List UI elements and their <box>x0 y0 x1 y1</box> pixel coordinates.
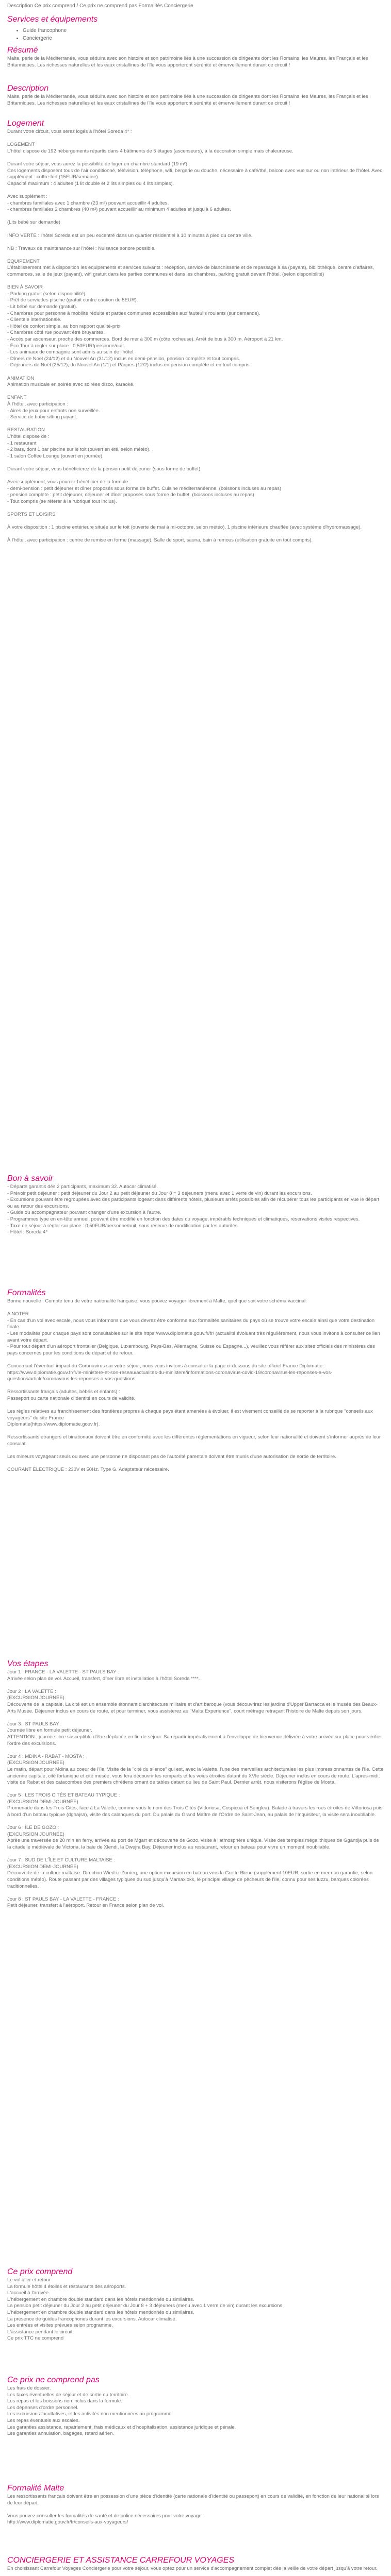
vos-day: Jour 2 : LA VALETTE : (EXCURSION JOURNÉE) Découverte de la capitale. La cité est un ensemble étonnant d'architecture militaire et d'art baroque (vous découvrirez les jardins d'Upper Barracca et le musée des Beaux-Arts Musée. Déjeuner inclus en cours de route, et pour terminer, vous assisterez au "Malta Experience", court métrage retraçant l'histoire de Malte depuis son jours. <box>7 1688 378 1714</box>
logement-text: ENFANT À l'hôtel, avec participation : - Aires de jeux pour enfants non surveillée. - Service de baby-sitting payant. <box>7 395 100 420</box>
formalites-text[interactable]: Concernant l'éventuel impact du Coronavirus sur votre séjour, nous vous invitons à consulter la page ci-dessous du site officiel France Diplomatie : https://www.diplomatie.gouv.fr/fr/le-ministere-et-son-reseau/actualites-du-ministere/informations-coronavirus-covid-19/coronavirus-les-reponses-a-vos-questions/article/coronavirus-les-reponses-a-vos-questions <box>7 1363 333 1382</box>
description-title: Description <box>7 84 49 93</box>
formalite-malte-section <box>7 2483 384 2526</box>
vos-day: Jour 5 : LES TROIS CITÉS ET BATEAU TYPIQUE : (EXCURSION DEMI-JOURNÉE) Promenade dans les Trois Cités, face à La Valette, comme vous le nom des Trois Cités (Vittoriosa, Cospicua et Senglea). Balade à travers les rues étroites de Vittoriosa puis à bord d'un bateau typique (dghajsa), visite des calanques du port. Du palais du Grand Maître de l'Ordre de Saint-Jean, au palais de l'Inquisiteur, la visite sera inoubliable. <box>7 1792 383 1818</box>
formalites-section <box>7 1288 384 1473</box>
formalites-text: Ressortissants français (adultes, bébés et enfants) : Passeport ou carte nationale d'identité en cours de validité. <box>7 1389 136 1401</box>
logement-text: INFO VERTE : l'hôtel Soreda est un peu excentré dans un quartier résidentiel à 10 minutes à pied du centre ville. <box>7 232 253 239</box>
vos-day: Jour 1 : FRANCE - LA VALETTE - ST PAULS BAY : Arrivée selon plan de vol. Accueil, transfert, dîner libre et installation à l'hôtel Soreda ****. <box>7 1669 200 1682</box>
vos-section <box>7 1659 384 1909</box>
vos-day: Jour 6 : ÎLE DE GOZO : (EXCURSION JOURNÉE) Après une traversée de 20 min en ferry, arrivée au port de Mgarr et découverte de Gozo, visite à l'atmosphère unique. Visite des temples mégalithiques de Ggantija puis de la citadelle médiévale de Victoria, la baie de Xlendi, la Dwejra Bay. Déjeuner inclus au restaurant, retour en bateau pour vivre un moment inoubliable. <box>7 1825 379 1851</box>
services-item: • Conciergerie <box>23 35 384 42</box>
vos-day: Jour 7 : SUD DE L'ÎLE ET CULTURE MALTAISE : (EXCURSION DEMI-JOURNÉE) Découverte de la culture maltaise. Direction Wied-iz-Zurrieq, une option excursion en bateau vers la Grotte Bleue (supplément 10EUR, sortie en mer non garantie, selon conditions météo). Route passant par des villages typiques du sud jusqu'à Marsaxlokk, le principal village de pêcheurs de l'île, connu pour ses luzzu, barques colorées traditionnelles. <box>7 1857 373 1889</box>
resume-text: Malte, perle de la Méditerranée, vous séduira avec son histoire et son patrimoine liés à une succession de dirigeants dont les Romains, les Maures, les Français et les Britanniques. Les richesses naturelles et les eaux cristallines de l'île vous apporteront sérénité et émerveillement durant ce circuit ! <box>7 56 368 68</box>
logement-text: ÉQUIPEMENT L'établissement met à disposition les équipements et services suivants : réception, service de blanchisserie et de repassage à sa (payant), bibliothèque, centre d'affaires, commerces, salle de jeux (payant), wifi gratuit dans les parties communes et dans les chambres, parking gratuit devant l'hôtel. (selon disponibilité) <box>7 258 374 278</box>
conciergerie-section <box>7 2555 384 2576</box>
logement-text: Avec supplément, vous pourrez bénéficier de la formule : - demi-pension : petit déjeuner et dîner proposés sous forme de buffet. Cuisine méditerranéenne. (boissons incluses au repas) - pension complète : petit déjeuner, déjeuner et dîner proposés sous forme de buffet. (boissons incluses au repas) - Tout compris (se référer à la rubrique tout inclus). <box>7 479 282 504</box>
logement-text: RESTAURATION L'hôtel dispose de : - 1 restaurant - 2 bars, dont 1 bar piscine sur le toit (ouvert en été, selon météo). - 1 salon Coffee Lounge (ouvert en journée). <box>7 427 151 459</box>
resume-title: Résumé <box>7 46 38 55</box>
ne-comprend-text: Les frais de dossier. Les taxes éventuelles de séjour et de sortie du territoire. Les repas et les boissons non inclus dans la formule. Les dépenses d'ordre personnel. Les excursions facultatives, et les activités non mentionnées au programme. Les repas éventuels aux escales. Les garanties assistance, rapatriement, frais médicaux et d'hospitalisation, assistance juridique et pénale. Les garanties annulation, bagages, retard aérien. <box>7 2385 236 2437</box>
services-section <box>7 14 384 42</box>
logement-text: ANIMATION Animation musicale en soirée avec soirées disco, karaoké. <box>7 375 135 388</box>
formalites-title: Formalités <box>7 1289 46 1297</box>
bon-text: - Départs garantis dès 2 participants, maximum 32. Autocar climatisé. - Prévoir petit déjeuner : petit déjeuner du Jour 2 au petit déjeuner du Jour 8 = 3 déjeuners (menu avec 1 verre de vin) durant les excursions. - Excursions pouvant être regroupées avec des participants logeant dans différents hôtels, plusieurs arrêts possibles afin de récupérer tous les participants en vue le départ ou au retour des excursions. - Guide ou accompagnateur pouvant changer d'une excursion à l'autre. - Programmes type en en-tête annuel, pouvant être modifié en fonction des dates du voyage, impératifs techniques et climatiques, réservations visites respectives. - Taxe de séjour à régler sur place : 0,50EUR/personne/nuit, sous réserve de modification par les autorités. - Hôtel : Soreda 4* <box>7 1184 380 1235</box>
comprend-title: Ce prix comprend <box>7 2267 73 2276</box>
logement-text: (Lits bébé sur demande) <box>7 219 60 226</box>
vos-day: Jour 4 : MDINA - RABAT - MOSTA : (EXCURSION JOURNÉE) Le matin, départ pour Mdina au coeur de l'île. Visite de la "cité du silence" qui est, avec la Valette, l'une des merveilles architecturales les plus impressionnantes de l'île. Cette ancienne capitale, cité fortanique et cité musée, vous fera découvrir les remparts et les voies étroites datant du XVIe siècle. Déjeuner inclus en cours de route. L'après-midi, visite de Rabat et des catacombes des premiers chrétiens ornant de tables datant du lieu de Saint Paul. Dernier arrêt, nous visiterons l'église de Mosta. <box>7 1753 384 1786</box>
logement-text: Durant votre séjour, vous aurez la possibilité de loger en chambre standard (19 m²) : Ces logements disposent tous de l'air conditionné, télévision, téléphone, wifi, bergerie ou douche, nécessaire à café/thé, balcon avec vue sur ou non intérieur de l'hôtel. Avec supplément : coffre-fort (15EUR/semaine). Capacité maximum : 4 adultes (1 lit double et 2 lits simples ou 4 lits simples). <box>7 161 382 187</box>
logement-text: SPORTS ET LOISIRS <box>7 512 56 518</box>
description-text: Malte, perle de la Méditerranée, vous séduira avec son histoire et son patrimoine liés à une succession de dirigeants dont les Romains, les Maures, les Français et les Britanniques. Les richesses naturelles et les eaux cristallines de l'île vous apporteront sérénité et émerveillement durant ce circuit ! <box>7 94 368 106</box>
description-section <box>7 83 384 107</box>
conciergerie-title: CONCIERGERIE ET ASSISTANCE CARREFOUR VOYAGES <box>7 2556 235 2565</box>
services-list <box>7 27 384 42</box>
bon-section <box>7 1174 384 1236</box>
logement-intro: Durant votre circuit, vous serez logés à l'hôtel Soreda 4* : <box>7 129 132 134</box>
logement-section <box>7 118 384 544</box>
logement-title: Logement <box>7 119 44 128</box>
formalites-text: Ressortissants étrangers et binationaux doivent être en conformité avec les différentes réglementations en vigueur, selon leur nationalité et doivent s'informer auprès de leur consulat. <box>7 1434 381 1447</box>
ne-comprend-title: Ce prix ne comprend pas <box>7 2376 100 2384</box>
logement-text: BIEN À SAVOIR - Parking gratuit (selon disponibilité). - Prêt de serviettes piscine (gratuit contre caution de 5EUR). - Lit bébé sur demande (gratuit). - Chambres pour personne à mobilité réduite et parties communes accessibles aux fauteuils roulants (sur demande). - Clientèle internationale. - Hôtel de confort simple, au bon rapport qualité-prix. - Chambres côté rue pouvant être bruyantes. - Accès par ascenseur, proche des commerces. Bord de mer à 300 m (côte rocheuse). Arrêt de bus à 300 m. Aéroport à 21 km. - Éco Tour à régler sur place : 0,50EUR/personne/nuit. - Les animaux de compagnie sont admis au sein de l'hôtel. - Dîners de Noël (24/12) et du Nouvel An (31/12) inclus en demi-pension, pension complète et tout compris. - Déjeuners de Noël (25/12), du Nouvel An (1/1) et Pâques (12/2) inclus en pension complète et en tout compris. <box>7 284 283 368</box>
ne-comprend-section <box>7 2375 384 2437</box>
services-title: Services et équipements <box>7 15 98 24</box>
formalites-text: COURANT ÉLECTRIQUE : 230V et 50Hz. Type G. Adaptateur nécessaire. <box>7 1467 169 1473</box>
logement-text: À l'hôtel, avec participation : centre de remise en forme (massage). Salle de sport, sauna, bain à remous (utilisation gratuite en tout compris). <box>7 537 313 544</box>
services-item: • Guide francophone <box>23 27 384 35</box>
vos-title: Vos étapes <box>7 1659 48 1668</box>
logement-text: À votre disposition : 1 piscine extérieure située sur le toit (ouverte de mai à mi-octobre, selon météo), 1 piscine intérieure chauffée (avec système d'hydromassage). <box>7 524 362 531</box>
formalite-malte-title: Formalité Malte <box>7 2484 64 2493</box>
formalite-malte-text: Les ressortissants français doivent être en possession d'une pièce d'identité (carte nationale d'identité ou passeport) en cours de validité, en fonction de leur nationalité lors de leur départ. Vous pouvez consulter les formalités de santé et de police nécessaires pour votre voyage : http://www.diplomatie.gouv.fr/fr/conseils-aux-voyageurs/ <box>7 2494 379 2526</box>
formalites-text: Bonne nouvelle : Compte tenu de votre nationalité française, vous pouvez voyager librement à Malte, quel que soit votre schéma vaccinal. <box>7 1298 307 1304</box>
formalites-text[interactable]: Les règles relatives au franchissement des frontières propres à chaque pays étant amenées à évoluer, il est vivement conseillé de se reporter à la rubrique "conseils aux voyageurs" du site France Diplomatie(https://www.diplomatie.gouv.fr). <box>7 1409 373 1428</box>
logement-text: LOGEMENT L'hôtel dispose de 192 hébergements répartis dans 4 bâtiments de 5 étages (ascenseurs), à la décoration simple mais chaleureuse. <box>7 142 294 154</box>
vos-day: Jour 8 : ST PAULS BAY - LA VALETTE - FRANCE : Petit déjeuner, transfert à l'aéroport. Retour en France selon plan de vol. <box>7 1896 164 1909</box>
comprend-section <box>7 2267 384 2342</box>
formalites-text: Les mineurs voyageant seuls ou avec une personne ne disposant pas de l'autorité parentale doivent être munis d'une autorisation de sortie de territoire. <box>7 1454 336 1460</box>
breadcrumb[interactable]: Description Ce prix comprend / Ce prix ne comprend pas Formalités Conciergerie <box>7 3 193 9</box>
comprend-text: Le vol aller et retour La formule hôtel 4 étoiles et restaurants des aéroports. L'accueil à l'arrivée. L'hébergement en chambre double standard dans les hôtels mentionnés ou similaires. La pension petit déjeuner du Jour 2 au petit déjeuner du Jour 8 + 3 déjeuners (menu avec 1 verre de vin) durant les excursions. L'hébergement en chambre double standard dans les hôtels mentionnés ou similaires. La présence de guides francophones durant les excursions. Autocar climatisé. Les entrées et visites prévues selon programme. L'assistance pendant le circuit. Ce prix TTC ne comprend <box>7 2277 284 2342</box>
bon-title: Bon à savoir <box>7 1174 53 1183</box>
conciergerie-text: En choisissant Carrefour Voyages Conciergerie pour votre séjour, vous optez pour un service d'accompagnement complet dès la veille de votre départ jusqu'à votre retour. <box>7 2566 378 2571</box>
resume-section <box>7 45 384 69</box>
vos-day: Jour 3 : ST PAULS BAY : Journée libre en formule petit déjeuner. ATTENTION : journée libre susceptible d'être déplacée en fin de séjour. Sa répartir impérativement à l'enveloppe de bienvenue délivrée à votre arrivée sur place pour vérifier l'ordre des excursions. <box>7 1721 382 1747</box>
logement-text: Durant votre séjour, vous bénéficierez de la pension petit déjeuner (sous forme de buffet). <box>7 466 202 472</box>
formalites-text: A NOTER - En cas d'un vol avec escale, nous vous informons que vous devrez être conforme aux formalités sanitaires du pays où se trouve votre escale ainsi que votre destination finale. - Les modalités pour chaque pays sont consultables sur le site https://www.diplomatie.gouv.fr/fr/ (actualité évoluant très régulièrement, nous vous invitons à consulter ce lien avant votre départ. - Pour tout départ d'un aéroport frontalier (Belgique, Luxembourg, Pays-Bas, Allemagne, Suisse ou Espagne...), veuillez vous référer aux sites officiels des ministères des pays concernés pour les conditions de départ et de retour. <box>7 1311 380 1356</box>
logement-text: Avec supplément : - chambres familiales avec 1 chambre (23 m²) pouvant accueillir 4 adultes. - chambres familiales 2 chambres (40 m²) pouvant accueillir au minimum 4 adultes et jusqu'à 6 adultes. <box>7 193 231 213</box>
logement-text: NB : Travaux de maintenance sur l'hôtel : Nuisance sonore possible. <box>7 245 156 251</box>
